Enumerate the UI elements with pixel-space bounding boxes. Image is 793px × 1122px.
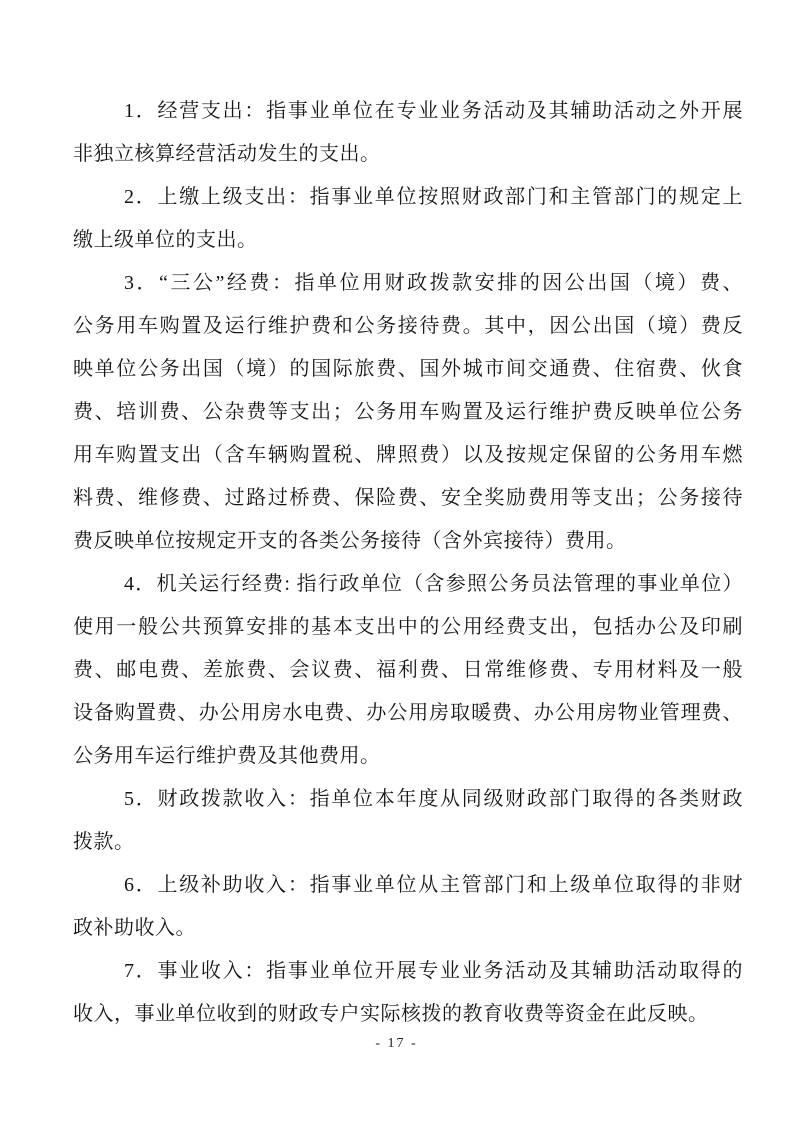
paragraph-line: 政补助收入。 (73, 917, 196, 939)
paragraph-line: 非独立核算经营活动发生的支出。 (73, 143, 381, 165)
paragraph-line: 费、邮电费、差旅费、会议费、福利费、日常维修费、专用材料及一般 (73, 659, 743, 681)
paragraph-line: 费、培训费、公杂费等支出；公务用车购置及运行维护费反映单位公务 (73, 401, 743, 423)
paragraph-line: 费反映单位按规定开支的各类公务接待（含外宾接待）费用。 (73, 530, 627, 552)
paragraph-line: 5．财政拨款收入：指单位本年度从同级财政部门取得的各类财政 (124, 788, 743, 810)
page-number: - 17 - (375, 1036, 418, 1051)
paragraph-line: 料费、维修费、过路过桥费、保险费、安全奖励费用等支出；公务接待 (73, 487, 743, 509)
paragraph-line: 7．事业收入：指事业单位开展专业业务活动及其辅助活动取得的 (124, 960, 743, 982)
paragraph-line: 缴上级单位的支出。 (73, 229, 258, 251)
paragraph-line: 使用一般公共预算安排的基本支出中的公用经费支出，包括办公及印刷 (73, 616, 743, 638)
paragraph-line: 1．经营支出：指事业单位在专业业务活动及其辅助活动之外开展 (124, 100, 743, 122)
paragraph-line: 公务用车运行维护费及其他费用。 (73, 745, 381, 767)
paragraph-line: 拨款。 (73, 831, 135, 853)
paragraph-line: 收入，事业单位收到的财政专户实际核拨的教育收费等资金在此反映。 (73, 1003, 709, 1025)
paragraph-line: 3．“三公”经费：指单位用财政拨款安排的因公出国（境）费、 (124, 272, 743, 294)
paragraph-line: 2．上缴上级支出：指事业单位按照财政部门和主管部门的规定上 (124, 186, 743, 208)
paragraph-line: 6．上级补助收入：指事业单位从主管部门和上级单位取得的非财 (124, 874, 743, 896)
paragraph-line: 映单位公务出国（境）的国际旅费、国外城市间交通费、住宿费、伙食 (73, 358, 743, 380)
paragraph-line: 公务用车购置及运行维护费和公务接待费。其中，因公出国（境）费反 (73, 315, 743, 337)
document-body (73, 90, 743, 1036)
paragraph-line: 设备购置费、办公用房水电费、办公用房取暖费、办公用房物业管理费、 (73, 702, 743, 724)
paragraph-line: 4．机关运行经费: 指行政单位（含参照公务员法管理的事业单位） (124, 573, 743, 595)
paragraph-line: 用车购置支出（含车辆购置税、牌照费）以及按规定保留的公务用车燃 (73, 444, 743, 466)
